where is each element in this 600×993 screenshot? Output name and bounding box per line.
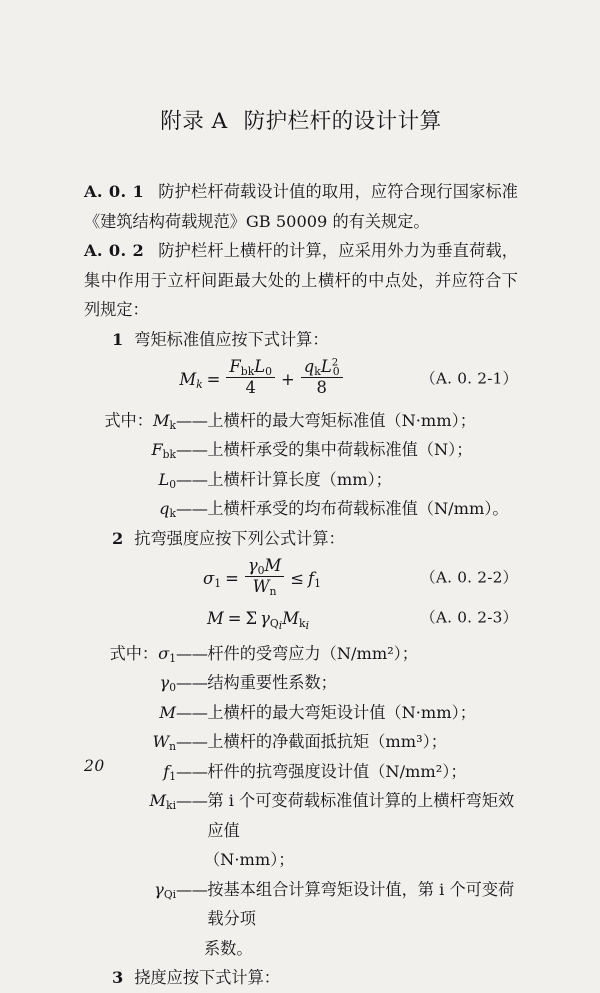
definition-text: 第 i 个可变荷载标准值计算的上横杆弯矩效应值: [207, 791, 515, 840]
equation-number: （A. 0. 2-2）: [420, 568, 518, 587]
definition-dash: ——: [176, 673, 208, 693]
definition-dash: ——: [176, 791, 208, 811]
definition-symbol: $F_{bk}$: [151, 440, 176, 462]
definition-dash: ——: [176, 879, 208, 899]
formula-expression: M = Σ $\gamma_{Qi}$ $M_{ki}$: [207, 604, 309, 633]
definition-lead: 式中：$\sigma_1$: [109, 643, 176, 665]
definition-symbol: $q_k$: [159, 499, 176, 521]
page-title-subject: 防护栏杆的设计计算: [243, 109, 442, 134]
formula-expression: $M_k$ = $\frac{F_{bk}L_0}{4}$ + $\frac{q_kL^2_0}{8}$: [179, 360, 344, 399]
definition-symbol: $f_1$: [163, 761, 176, 783]
clause-a-0-2: [84, 236, 518, 325]
equation-number: （A. 0. 2-1）: [420, 369, 518, 388]
definition-symbol: $\gamma_{Qi}$: [154, 879, 176, 901]
item-number: 3: [112, 968, 124, 988]
definition-text: 上横杆承受的均布荷载标准值（N/mm）。: [207, 499, 509, 519]
definition-row: [84, 727, 518, 757]
definition-dash: ——: [176, 732, 208, 752]
page-content: [84, 104, 518, 993]
definition-text: 杆件的抗弯强度设计值（N/mm²）；: [207, 761, 467, 781]
definition-row: [84, 639, 518, 669]
definition-dash: ——: [176, 469, 208, 489]
formula-lhs: $\sigma_1$: [202, 568, 222, 590]
definition-dash: ——: [176, 499, 208, 519]
formula-lhs: $M_k$: [179, 369, 203, 391]
item-3: [84, 963, 518, 993]
item-number: 1: [112, 329, 124, 349]
definition-text: 上横杆的最大弯矩设计值（N·mm）；: [207, 702, 476, 722]
clause-number: A. 0. 2: [84, 241, 145, 260]
formula-term-2: $\frac{q_kL^2_0}{8}$: [301, 358, 343, 397]
definition-dash: ——: [176, 702, 208, 722]
definition-row: [84, 757, 518, 787]
clause-a-0-1: [84, 177, 518, 236]
definition-symbol: $M_{ki}$: [149, 791, 176, 813]
definition-row: [84, 406, 518, 436]
formula-expression: $\sigma_1$ = $\frac{\gamma_0M}{W_n}$ ≤ $f_1$: [202, 556, 321, 598]
definition-text: 按基本组合计算弯矩设计值，第 i 个可变荷载分项: [207, 879, 515, 929]
definition-text: 杆件的受弯应力（N/mm²）；: [207, 643, 418, 663]
item-1: [84, 325, 518, 355]
definition-row: [84, 698, 518, 728]
definition-symbol: $W_n$: [152, 732, 176, 754]
definition-row: [84, 668, 518, 698]
formula-gamma-term: $\gamma_{Qi}$: [260, 608, 283, 632]
formula-rhs: $f_1$: [308, 568, 321, 590]
definition-block-1: [84, 406, 518, 524]
definition-lead: 式中：$M_k$: [104, 410, 176, 432]
definition-row: [84, 465, 518, 495]
definition-row: [84, 435, 518, 465]
definition-continuation: 系数。: [204, 938, 253, 958]
item-text: 挠度应按下式计算：: [134, 968, 280, 988]
page-title: [84, 104, 518, 135]
page-number: 20: [84, 757, 105, 775]
page-title-label: 附录 A: [160, 109, 228, 134]
formula-a-0-2-1: [84, 357, 518, 399]
formula-a-0-2-3: [84, 604, 518, 633]
definition-row: [84, 494, 518, 524]
item-text: 抗弯强度应按下列公式计算：: [134, 528, 345, 548]
definition-text: 上横杆计算长度（mm）；: [207, 469, 392, 489]
clause-text: 防护栏杆荷载设计值的取用，应符合现行国家标准《建筑结构荷载规范》GB 50009 的有关规定。: [84, 182, 518, 231]
definition-dash: ——: [176, 440, 208, 460]
formula-relation: ≤: [290, 568, 305, 588]
formula-moment-term: $M_{ki}$: [282, 608, 310, 632]
clause-number: A. 0. 1: [84, 182, 145, 201]
formula-lhs: M: [206, 608, 224, 628]
definition-row: [84, 875, 518, 934]
definition-text: 上横杆的净截面抵抗矩（mm³）；: [207, 732, 447, 752]
definition-row: [84, 786, 518, 845]
definition-dash: ——: [176, 643, 208, 663]
definition-dash: ——: [176, 761, 208, 781]
item-2: [84, 524, 518, 554]
clause-text: 防护栏杆上横杆的计算，应采用外力为垂直荷载，集中作用于立杆间距最大处的上横杆的中点处，并应符合下列规定：: [84, 241, 518, 319]
definition-text: 结构重要性系数；: [207, 673, 337, 693]
definition-symbol: $L_0$: [158, 469, 176, 491]
definition-text: 上横杆承受的集中荷载标准值（N）；: [207, 440, 473, 460]
summation-symbol: Σ: [245, 608, 258, 628]
definition-continuation: （N·mm）；: [204, 850, 295, 870]
formula-a-0-2-2: [84, 556, 518, 598]
formula-fraction: $\frac{\gamma_0M}{W_n}$: [245, 557, 284, 596]
item-text: 弯矩标准值应按下式计算：: [134, 329, 329, 349]
definition-dash: ——: [176, 410, 208, 430]
formula-term-1: $\frac{F_{bk}L_0}{4}$: [226, 358, 275, 397]
item-number: 2: [112, 528, 124, 548]
equation-number: （A. 0. 2-3）: [420, 608, 518, 627]
definition-symbol: $\gamma_0$: [159, 673, 176, 695]
definition-block-2: [84, 639, 518, 964]
definition-text: 上横杆的最大弯矩标准值（N·mm）；: [207, 410, 476, 430]
definition-symbol: M: [159, 702, 176, 722]
